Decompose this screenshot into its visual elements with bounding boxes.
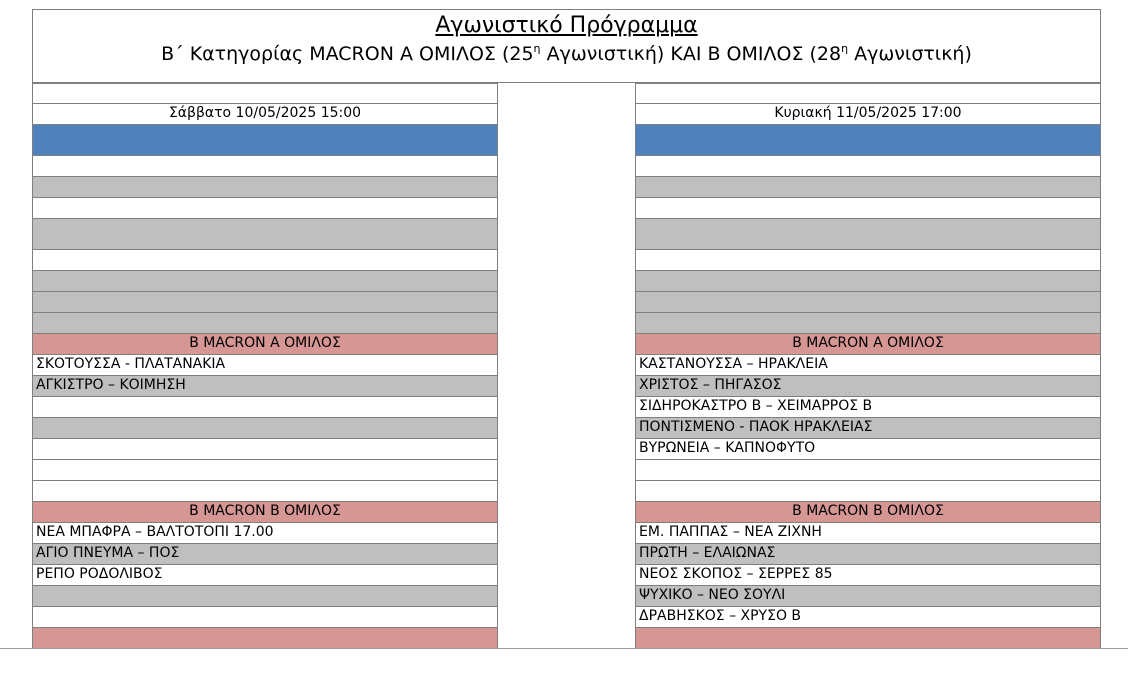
subtitle-part-a: Β΄ Κατηγορίας MACRON Α ΟΜΙΛΟΣ (25 bbox=[161, 43, 534, 65]
empty-row bbox=[32, 198, 498, 219]
empty-row bbox=[635, 460, 1101, 481]
empty-row bbox=[32, 271, 498, 292]
match-row: ΧΡΙΣΤΟΣ – ΠΗΓΑΣΟΣ bbox=[635, 376, 1101, 397]
empty-row bbox=[635, 250, 1101, 271]
match-row: ΣΙΔΗΡΟΚΑΣΤΡΟ Β – ΧΕΙΜΑΡΡΟΣ Β bbox=[635, 397, 1101, 418]
match-row: ΠΟΝΤΙΣΜΕΝΟ - ΠΑΟΚ ΗΡΑΚΛΕΙΑΣ bbox=[635, 418, 1101, 439]
saturday-column bbox=[32, 83, 498, 649]
sunday-group-b-title: Β MACRON Β ΟΜΙΛΟΣ bbox=[635, 502, 1101, 523]
empty-row bbox=[32, 418, 498, 439]
match-row: ΣΚΟΤΟΥΣΣΑ - ΠΛΑΤΑΝΑΚΙΑ bbox=[32, 355, 498, 376]
bottom-divider bbox=[0, 648, 1128, 649]
empty-row bbox=[635, 313, 1101, 334]
blue-band bbox=[635, 125, 1101, 156]
sunday-column bbox=[635, 83, 1101, 649]
empty-row bbox=[635, 83, 1101, 104]
empty-row bbox=[635, 271, 1101, 292]
match-row: ΝΕΑ ΜΠΑΦΡΑ – ΒΑΛΤΟΤΟΠΙ 17.00 bbox=[32, 523, 498, 544]
sunday-group-a-title: Β MACRON Α ΟΜΙΛΟΣ bbox=[635, 334, 1101, 355]
empty-row bbox=[32, 292, 498, 313]
saturday-date: Σάββατο 10/05/2025 15:00 bbox=[32, 104, 498, 125]
page-title: Αγωνιστικό Πρόγραμμα bbox=[435, 13, 698, 38]
empty-row bbox=[32, 439, 498, 460]
empty-row bbox=[635, 292, 1101, 313]
empty-row bbox=[635, 219, 1101, 250]
empty-row bbox=[635, 481, 1101, 502]
empty-row bbox=[32, 156, 498, 177]
superscript-a: η bbox=[533, 42, 541, 55]
match-row: ΕΜ. ΠΑΠΠΑΣ – ΝΕΑ ΖΙΧΝΗ bbox=[635, 523, 1101, 544]
empty-row bbox=[32, 219, 498, 250]
sunday-date: Κυριακή 11/05/2025 17:00 bbox=[635, 104, 1101, 125]
match-row: ΠΡΩΤΗ – ΕΛΑΙΩΝΑΣ bbox=[635, 544, 1101, 565]
empty-row bbox=[32, 313, 498, 334]
match-row: ΑΓΙΟ ΠΝΕΥΜΑ – ΠΟΣ bbox=[32, 544, 498, 565]
saturday-group-b-title: Β MACRON Β ΟΜΙΛΟΣ bbox=[32, 502, 498, 523]
empty-row bbox=[32, 83, 498, 104]
empty-row bbox=[635, 198, 1101, 219]
pink-footer-row bbox=[635, 628, 1101, 649]
page-subtitle bbox=[33, 41, 1100, 67]
pink-footer-row bbox=[32, 628, 498, 649]
blue-band bbox=[32, 125, 498, 156]
saturday-group-a-title: Β MACRON Α ΟΜΙΛΟΣ bbox=[32, 334, 498, 355]
empty-row bbox=[32, 586, 498, 607]
empty-row bbox=[635, 177, 1101, 198]
match-row: ΨΥΧΙΚΟ – ΝΕΟ ΣΟΥΛΙ bbox=[635, 586, 1101, 607]
match-row: ΔΡΑΒΗΣΚΟΣ – ΧΡΥΣΟ Β bbox=[635, 607, 1101, 628]
subtitle-part-c: Αγωνιστική) bbox=[848, 43, 972, 65]
match-row: ΝΕΟΣ ΣΚΟΠΟΣ – ΣΕΡΡΕΣ 85 bbox=[635, 565, 1101, 586]
empty-row bbox=[32, 397, 498, 418]
match-row: ΚΑΣΤΑΝΟΥΣΣΑ – ΗΡΑΚΛΕΙΑ bbox=[635, 355, 1101, 376]
schedule-header bbox=[32, 9, 1101, 83]
match-row: ΑΓΚΙΣΤΡΟ – ΚΟΙΜΗΣΗ bbox=[32, 376, 498, 397]
empty-row bbox=[32, 481, 498, 502]
match-row: ΒΥΡΩΝΕΙΑ – ΚΑΠΝΟΦΥΤΟ bbox=[635, 439, 1101, 460]
empty-row bbox=[32, 460, 498, 481]
empty-row bbox=[32, 177, 498, 198]
empty-row bbox=[32, 250, 498, 271]
superscript-b: η bbox=[841, 42, 849, 55]
empty-row bbox=[635, 156, 1101, 177]
subtitle-part-b: Αγωνιστική) ΚΑΙ Β ΟΜΙΛΟΣ (28 bbox=[540, 43, 842, 65]
empty-row bbox=[32, 607, 498, 628]
match-row: ΡΕΠΟ ΡΟΔΟΛΙΒΟΣ bbox=[32, 565, 498, 586]
